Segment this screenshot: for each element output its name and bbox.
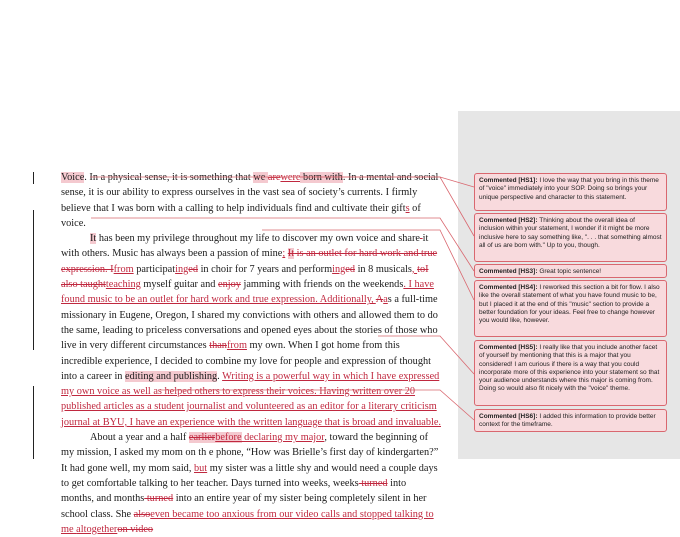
tracked-deletion: It — [287, 248, 295, 260]
comment-hs2[interactable] — [474, 213, 667, 262]
document-body[interactable] — [61, 170, 441, 537]
tracked-insertion: but — [193, 462, 208, 474]
tracked-deletion: is an outlet for hard work and true expression. I — [61, 248, 438, 275]
comment-label: Commented [HS1]: — [479, 177, 538, 184]
text-run: s a full-time missionary in Eugene, Oregon, I shared my convictions with others and allowed them to do the same, leading to priceless conversations and opened eyes about the stories of those who live in very different circumstances — [61, 294, 438, 352]
tracked-deletion: than — [209, 340, 227, 352]
comment-hs1[interactable] — [474, 173, 667, 211]
comment-anchor: we — [253, 172, 268, 183]
tracked-insertion: teaching — [105, 279, 141, 291]
comment-hs6[interactable] — [474, 409, 667, 432]
tracked-deletion: ed — [345, 263, 355, 275]
text-run: in choir for 7 years and perform — [198, 263, 333, 275]
text-run: . — [217, 370, 223, 382]
comment-label: Commented [HS5]: — [479, 344, 538, 351]
comment-label: Commented [HS6]: — [479, 413, 538, 420]
comment-hs3[interactable] — [474, 264, 667, 278]
text-run: in 8 musicals — [355, 263, 412, 275]
text-run: myself guitar and — [140, 279, 219, 291]
comment-text: Thinking about the overall idea of inclusion within your statement, I wonder if it might be more inclusive here to say something like, ". . . that something almost all of us are born with." Up to you, though. — [479, 217, 662, 249]
text-run: it with others. Music has always been a passion of mine — [61, 233, 429, 260]
tracked-insertion: . I have found music to be an outlet for hard work and true expression. Additionally, — [61, 279, 434, 306]
text-run: has been my privilege throughout my life to discover my own voice and share — [96, 233, 420, 245]
tracked-insertion: s — [405, 202, 410, 214]
text-run: . In a physical sense, it is something that — [84, 172, 254, 183]
tracked-insertion: ing — [332, 263, 346, 275]
tracked-deletion: ed — [188, 263, 198, 275]
tracked-insertion: even became too anxious from our video calls and stopped talking to me — [61, 508, 434, 535]
tracked-insertion: were — [280, 172, 301, 183]
paragraph — [61, 170, 441, 231]
comment-label: Commented [HS4]: — [479, 284, 538, 291]
tracked-deletion: A — [375, 294, 384, 306]
tracked-deletion: turned — [144, 493, 174, 505]
tracked-deletion: on video — [117, 523, 154, 535]
tracked-deletion: turned — [358, 477, 388, 489]
tracked-insertion: declaring my major — [241, 432, 325, 444]
text-run: of voice. — [61, 202, 421, 229]
tracked-insertion: before — [215, 432, 242, 444]
tracked-deletion: earlier — [188, 432, 216, 444]
text-run: into an entire year of my sister being completely silent in her school class. She — [61, 493, 427, 520]
tracked-deletion: to — [417, 263, 426, 275]
paragraph — [61, 231, 441, 430]
text-run: , toward the beginning of my mission, I asked my mom on th e phone, “How was Brielle’s first day of kindergarten?” It had gone well, my mom said, — [61, 432, 439, 474]
tracked-deletion: enjoy — [218, 279, 241, 291]
tracked-insertion: Writing is a powerful way in which I have expressed my own voice as well as helped others to express their voices. Having written over 20 published articles as a student journalist and volunteered as an editor for a literary criticism journal at BYU, I have an experience with the written language that is broad and invaluable. — [61, 370, 441, 428]
change-bar — [33, 210, 34, 350]
tracked-insertion: altogether — [76, 523, 118, 535]
tracked-insertion: from — [226, 340, 247, 352]
comment-text: I reworked this section a bit for flow. I also like the overall statement of what you have found music to be, but I placed it at the end of this "music" section to provide a better foundation for your ideas. Feel free to change however you would like, however. — [479, 284, 660, 325]
change-bar — [33, 172, 34, 184]
comment-anchor: editing and publishing — [125, 370, 218, 382]
tracked-insertion: from — [113, 263, 134, 275]
comment-label: Commented [HS2]: — [479, 217, 538, 224]
text-run: . In a mental and social sense, it is our ability to express ourselves in the vast sea of society’s currents. I firmly believe that I was born with a calling to help individuals find and cultivate their gift — [61, 172, 439, 214]
text-run: my sister was a little shy and would need a couple days to get comfortable talking to her teacher. Days turned into weeks, weeks — [61, 462, 438, 489]
tracked-deletion: also — [133, 508, 151, 520]
comment-hs4[interactable] — [474, 280, 667, 337]
comment-hs5[interactable] — [474, 340, 667, 406]
tracked-deletion: are — [267, 172, 281, 183]
comment-text: I added this information to provide better context for the timeframe. — [479, 413, 656, 429]
text-run: participat — [133, 263, 176, 275]
tracked-deletion: I also taught — [61, 263, 429, 291]
tracked-insertion: a — [383, 294, 388, 306]
change-bar — [33, 386, 34, 459]
text-run: About a year and a half — [90, 432, 189, 444]
comment-anchor: born with — [300, 172, 343, 183]
text-run: into months, and months — [61, 477, 407, 505]
text-run: jamming with friends on the weekends — [240, 279, 404, 291]
text-run: my own. When I got home from this incredible experience, I decided to combine my love for people and expression of thought into a career in — [61, 340, 431, 382]
comment-anchor: It — [90, 233, 97, 245]
comment-text: I really like that you include another facet of yourself by mentioning that this is a major that you considered! I am curious if there is a way that you could incorporate more of this experience into your statement so that your audience understands where this major is coming from. Doing so would also fit nicely with the "voice" theme. — [479, 344, 660, 393]
comment-anchor: Voice — [61, 172, 85, 183]
comment-label: Commented [HS3]: — [479, 268, 538, 275]
tracked-insertion: ; — [282, 248, 286, 260]
comment-text: Great topic sentence! — [539, 268, 602, 275]
tracked-insertion: , — [411, 263, 418, 275]
tracked-insertion: ing — [175, 263, 189, 275]
paragraph — [61, 430, 441, 537]
comment-text: I love the way that you bring in this theme of "voice" immediately into your SOP. Doing so brings your unique perspective and character to this statement. — [479, 177, 659, 201]
